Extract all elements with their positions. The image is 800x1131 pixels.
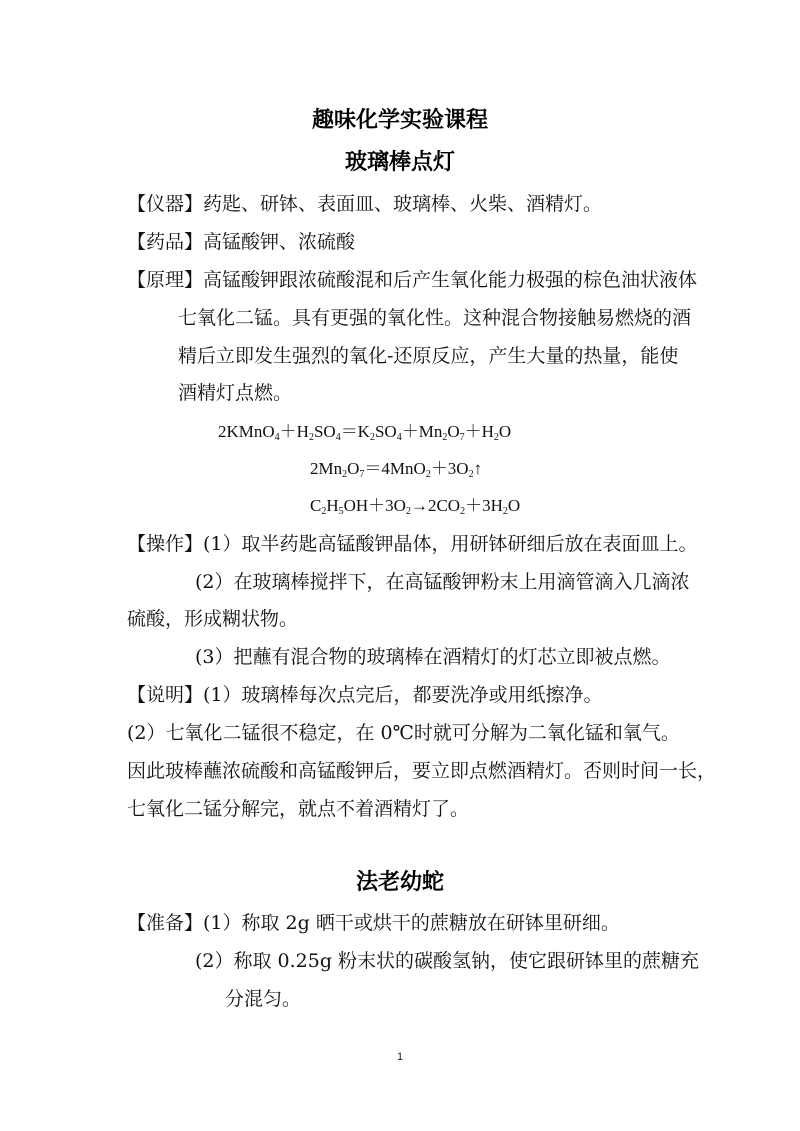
notes-line-4: 七氧化二锰分解完，就点不着酒精灯了。 (127, 798, 470, 820)
principle-line-2: 七氧化二锰。具有更强的氧化性。这种混合物接触易燃烧的酒 (178, 307, 692, 329)
operation-line-4: (3）把蘸有混合物的玻璃棒在酒精灯的灯芯立即被点燃。 (195, 646, 671, 668)
reagents-line: 【药品】高锰酸钾、浓硫酸 (127, 231, 356, 253)
operation-line-3: 硫酸，形成糊状物。 (127, 608, 299, 630)
equipment-line: 【仪器】药匙、研钵、表面皿、玻璃棒、火柴、酒精灯。 (127, 193, 603, 215)
notes-line-1: 【说明】(1）玻璃棒每次点完后，都要洗净或用纸擦净。 (127, 684, 603, 706)
notes-line-2: (2）七氧化二锰很不稳定，在 0℃时就可分解为二氧化锰和氧气。 (127, 722, 680, 744)
principle-line-3: 精后立即发生强烈的氧化-还原反应，产生大量的热量，能使 (178, 345, 679, 367)
page-number: 1 (396, 1051, 404, 1063)
principle-line-4: 酒精灯点燃。 (178, 382, 293, 404)
equation-2: $2Mn_2O_7=4MnO_2+3O_2↑$ (310, 459, 483, 480)
experiment-2-title: 法老幼蛇 (355, 870, 444, 895)
prep-line-1: 【准备】(1）称取 2g 晒干或烘干的蔗糖放在研钵里研细。 (127, 912, 620, 934)
operation-line-2: (2）在玻璃棒搅拌下，在高锰酸钾粉末上用滴管滴入几滴浓 (195, 571, 690, 593)
equation-1: $2KMnO_4+H_2SO_4=K_2SO_4+Mn_2O_7+H_2O$ (218, 422, 512, 443)
course-title: 趣味化学实验课程 (311, 108, 488, 133)
experiment-1-title: 玻璃棒点灯 (344, 150, 455, 175)
prep-line-3: 分混匀。 (225, 988, 302, 1010)
equation-3: $C_2H_5OH+3O_2\to 2CO_2+3H_2O$ (310, 496, 521, 517)
notes-line-3: 因此玻棒蘸浓硫酸和高锰酸钾后，要立即点燃酒精灯。否则时间一长， (127, 760, 717, 782)
principle-line-1: 【原理】高锰酸钾跟浓硫酸混和后产生氧化能力极强的棕色油状液体 (127, 269, 698, 291)
prep-line-2: (2）称取 0.25g 粉末状的碳酸氢钠，使它跟研钵里的蔗糖充 (195, 950, 700, 972)
operation-line-1: 【操作】(1）取半药匙高锰酸钾晶体，用研钵研细后放在表面皿上。 (127, 533, 698, 555)
